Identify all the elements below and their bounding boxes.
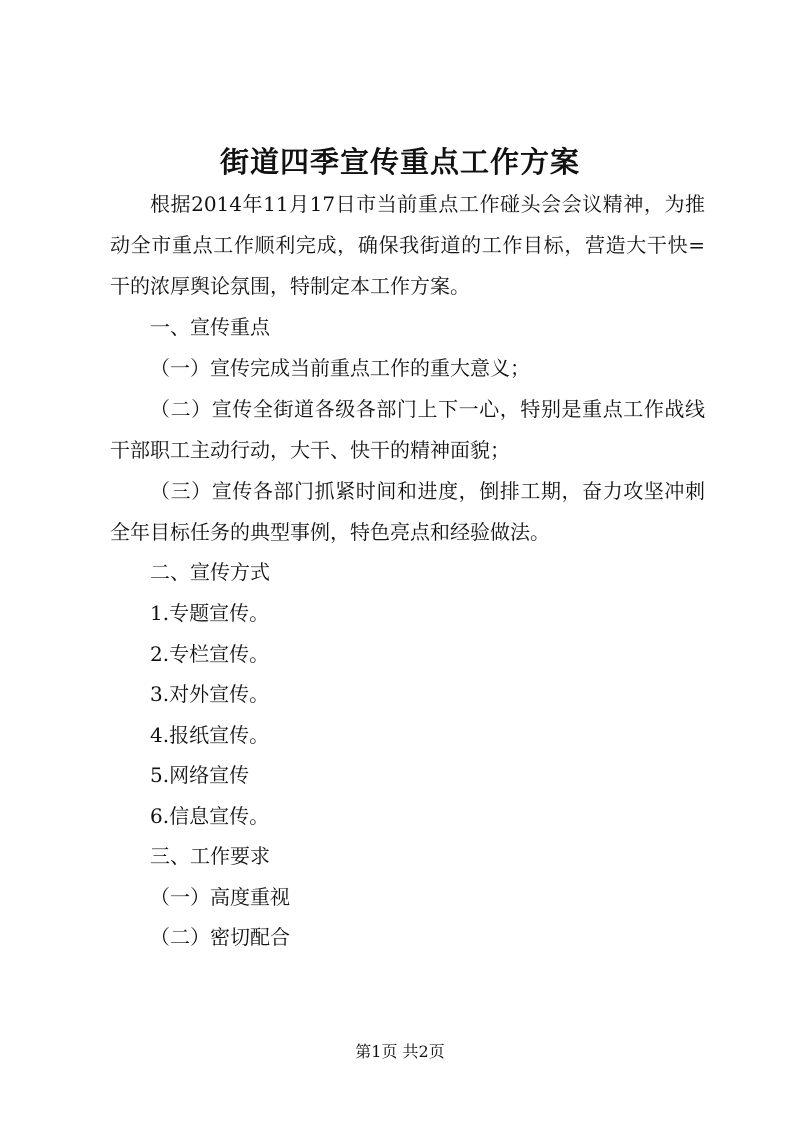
section2-heading: 二、宣传方式 <box>150 560 270 584</box>
section1-item1: （一）宣传完成当前重点工作的重大意义； <box>150 356 530 380</box>
section1-heading: 一、宣传重点 <box>150 315 270 339</box>
method-item: 6.信息宣传。 <box>150 804 270 828</box>
page-footer: 第1页 共2页 <box>355 1042 445 1061</box>
method-item: 2.专栏宣传。 <box>150 642 270 666</box>
section1-item3: （三）宣传各部门抓紧时间和进度，倒排工期，奋力攻坚冲刺全年目标任务的典型事例，特色亮点和经验做法。 <box>110 479 705 544</box>
method-item: 4.报纸宣传。 <box>150 723 270 747</box>
intro-paragraph: 根据2014年11月17日市当前重点工作碰头会会议精神，为推动全市重点工作顺利完成，确保我街道的工作目标，营造大干快=干的浓厚舆论氛围，特制定本工作方案。 <box>110 192 705 298</box>
document-title: 街道四季宣传重点工作方案 <box>219 145 580 179</box>
section3-heading: 三、工作要求 <box>150 844 270 868</box>
method-item: 5.网络宣传 <box>150 763 250 787</box>
section3-item2: （二）密切配合 <box>150 925 290 949</box>
method-item: 1.专题宣传。 <box>150 601 270 625</box>
section3-item1: （一）高度重视 <box>150 885 290 909</box>
section1-item2: （二）宣传全街道各级各部门上下一心，特别是重点工作战线干部职工主动行动，大干、快干的精神面貌； <box>110 397 705 462</box>
method-item: 3.对外宣传。 <box>150 682 270 706</box>
